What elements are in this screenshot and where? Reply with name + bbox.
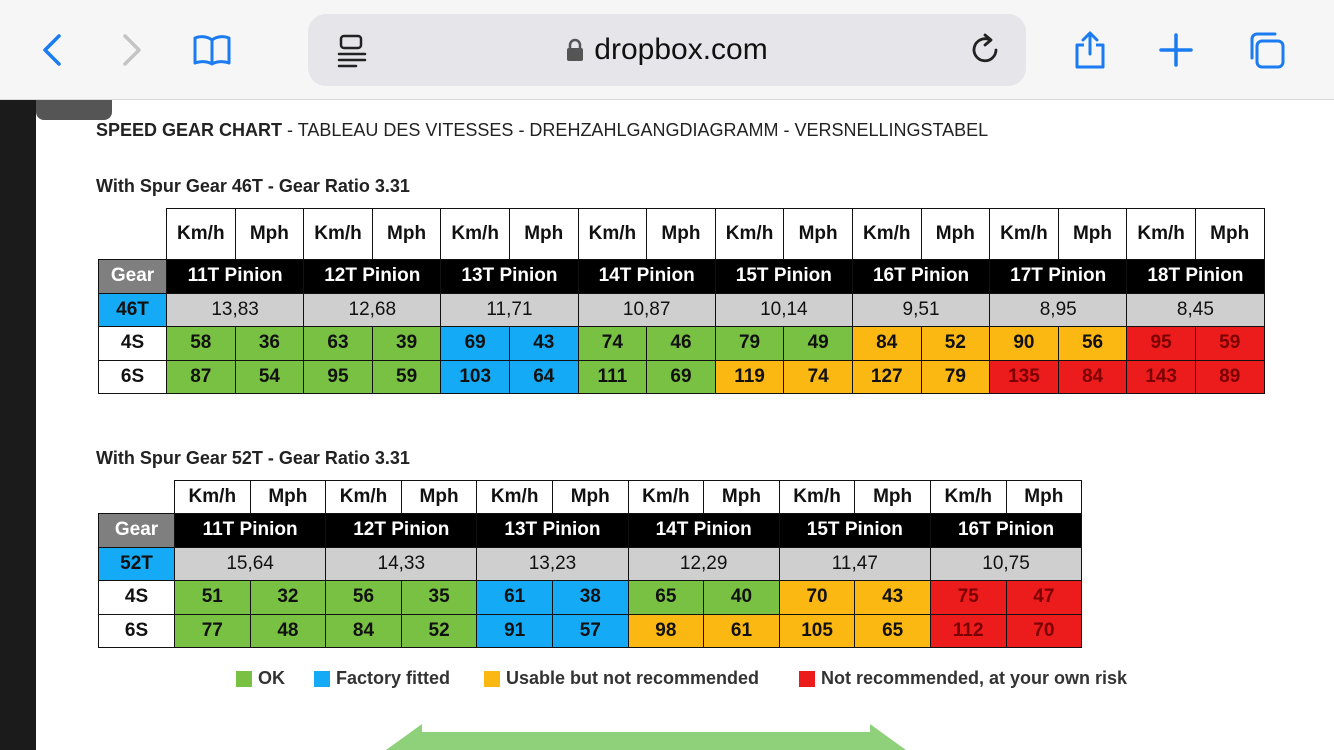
gear-label: Gear [99, 514, 175, 548]
pinion-header: 13T Pinion [477, 514, 628, 548]
speed-cell: 75 [930, 581, 1006, 615]
speed-cell: 90 [990, 327, 1059, 361]
speed-cell: 36 [235, 327, 304, 361]
pinion-header: 17T Pinion [990, 260, 1127, 294]
chart-heading [96, 120, 988, 141]
battery-row [99, 581, 1082, 615]
speed-cell: 112 [930, 614, 1006, 648]
corner-blank [99, 481, 175, 514]
ratio-row [99, 293, 1265, 327]
battery-label: 4S [99, 581, 175, 615]
unit-kmh: Km/h [779, 481, 855, 514]
document-page[interactable] [36, 100, 1334, 750]
viewer-sidebar-edge [0, 100, 36, 750]
speed-cell: 38 [552, 581, 628, 615]
battery-row [99, 614, 1082, 648]
units-row [99, 209, 1265, 260]
speed-cell: 84 [852, 327, 921, 361]
gear-label: Gear [99, 260, 167, 294]
legend-swatch [799, 671, 815, 687]
unit-kmh: Km/h [175, 481, 251, 514]
legend-label: Not recommended, at your own risk [821, 668, 1128, 688]
forward-icon[interactable] [106, 26, 154, 74]
speed-cell: 56 [326, 581, 402, 615]
speed-cell: 127 [852, 360, 921, 394]
corner-blank [99, 209, 167, 260]
spur-label: 52T [99, 547, 175, 581]
unit-mph: Mph [250, 481, 326, 514]
speed-cell: 69 [441, 327, 510, 361]
speed-cell: 103 [441, 360, 510, 394]
legend-swatch [314, 671, 330, 687]
speed-cell: 51 [175, 581, 251, 615]
speed-cell: 77 [175, 614, 251, 648]
pinion-header: 12T Pinion [326, 514, 477, 548]
pinion-header: 16T Pinion [930, 514, 1081, 548]
speed-cell: 35 [401, 581, 477, 615]
unit-mph: Mph [855, 481, 931, 514]
battery-label: 4S [99, 327, 167, 361]
pinion-header: 11T Pinion [167, 260, 304, 294]
spur-label: 46T [99, 293, 167, 327]
unit-kmh: Km/h [477, 481, 553, 514]
speed-cell: 57 [552, 614, 628, 648]
speed-cell: 47 [1006, 581, 1082, 615]
ratio-cell: 14,33 [326, 547, 477, 581]
speed-cell: 105 [779, 614, 855, 648]
speed-cell: 63 [304, 327, 373, 361]
ratio-cell: 12,29 [628, 547, 779, 581]
speed-cell: 79 [921, 360, 990, 394]
viewer-tab [36, 100, 112, 120]
speed-cell: 135 [990, 360, 1059, 394]
speed-cell: 111 [578, 360, 647, 394]
ratio-cell: 10,87 [578, 293, 715, 327]
speed-cell: 79 [715, 327, 784, 361]
pinion-header: 12T Pinion [304, 260, 441, 294]
speed-cell: 32 [250, 581, 326, 615]
url-text: dropbox.com [594, 33, 768, 66]
speed-cell: 46 [647, 327, 716, 361]
pinion-header: 14T Pinion [628, 514, 779, 548]
unit-kmh: Km/h [852, 209, 921, 260]
back-icon[interactable] [30, 26, 78, 74]
pinion-row [99, 514, 1082, 548]
ratio-cell: 9,51 [852, 293, 989, 327]
speed-cell: 52 [921, 327, 990, 361]
legend-swatch [236, 671, 252, 687]
unit-kmh: Km/h [167, 209, 236, 260]
speed-cell: 84 [326, 614, 402, 648]
legend-item [799, 668, 1127, 689]
new-tab-icon[interactable] [1152, 26, 1200, 74]
unit-kmh: Km/h [715, 209, 784, 260]
unit-mph: Mph [784, 209, 853, 260]
legend-label: Factory fitted [336, 668, 451, 688]
heading-bold: SPEED GEAR CHART [96, 120, 283, 140]
speed-table-46t [98, 208, 1265, 394]
unit-kmh: Km/h [990, 209, 1059, 260]
speed-cell: 65 [628, 581, 704, 615]
battery-row [99, 360, 1265, 394]
battery-row [99, 327, 1265, 361]
speed-cell: 87 [167, 360, 236, 394]
speed-cell: 61 [704, 614, 780, 648]
unit-kmh: Km/h [304, 209, 373, 260]
speed-cell: 95 [304, 360, 373, 394]
unit-mph: Mph [921, 209, 990, 260]
speed-cell: 54 [235, 360, 304, 394]
unit-mph: Mph [647, 209, 716, 260]
share-icon[interactable] [1066, 26, 1114, 74]
tabs-icon[interactable] [1242, 26, 1290, 74]
speed-cell: 74 [784, 360, 853, 394]
unit-mph: Mph [1058, 209, 1127, 260]
unit-mph: Mph [235, 209, 304, 260]
legend-item [314, 668, 450, 689]
unit-mph: Mph [372, 209, 441, 260]
table2-title: With Spur Gear 52T - Gear Ratio 3.31 [96, 448, 410, 468]
speed-cell: 84 [1058, 360, 1127, 394]
unit-mph: Mph [509, 209, 578, 260]
speed-cell: 40 [704, 581, 780, 615]
speed-cell: 39 [372, 327, 441, 361]
legend-label: OK [258, 668, 285, 688]
speed-cell: 119 [715, 360, 784, 394]
pinion-header: 15T Pinion [715, 260, 852, 294]
unit-mph: Mph [1006, 481, 1082, 514]
speed-cell: 74 [578, 327, 647, 361]
ratio-cell: 10,75 [930, 547, 1081, 581]
battery-label: 6S [99, 360, 167, 394]
units-row [99, 481, 1082, 514]
legend-item [484, 668, 759, 689]
unit-kmh: Km/h [628, 481, 704, 514]
legend-label: Usable but not recommended [506, 668, 760, 688]
pinion-header: 13T Pinion [441, 260, 578, 294]
speed-cell: 70 [1006, 614, 1082, 648]
speed-cell: 65 [855, 614, 931, 648]
speed-cell: 70 [779, 581, 855, 615]
speed-table-52t [98, 480, 1082, 648]
unit-kmh: Km/h [930, 481, 1006, 514]
speed-cell: 98 [628, 614, 704, 648]
heading-rest: - TABLEAU DES VITESSES - DREHZAHLGANGDIAGRAMM - VERSNELLINGSTABEL [282, 120, 989, 140]
ratio-cell: 11,47 [779, 547, 930, 581]
speed-cell: 59 [372, 360, 441, 394]
arrow-graphic [386, 724, 906, 750]
url-display [308, 14, 1026, 86]
speed-cell: 95 [1127, 327, 1196, 361]
pinion-header: 15T Pinion [779, 514, 930, 548]
speed-cell: 43 [509, 327, 578, 361]
unit-mph: Mph [1195, 209, 1264, 260]
lock-icon [566, 38, 584, 62]
speed-cell: 49 [784, 327, 853, 361]
unit-kmh: Km/h [326, 481, 402, 514]
pinion-header: 11T Pinion [175, 514, 326, 548]
table1-title: With Spur Gear 46T - Gear Ratio 3.31 [96, 176, 410, 196]
ratio-cell: 12,68 [304, 293, 441, 327]
speed-cell: 56 [1058, 327, 1127, 361]
pinion-header: 14T Pinion [578, 260, 715, 294]
speed-cell: 91 [477, 614, 553, 648]
speed-cell: 43 [855, 581, 931, 615]
speed-cell: 64 [509, 360, 578, 394]
unit-kmh: Km/h [1127, 209, 1196, 260]
battery-label: 6S [99, 614, 175, 648]
browser-toolbar [0, 0, 1334, 100]
ratio-cell: 13,83 [167, 293, 304, 327]
ratio-cell: 13,23 [477, 547, 628, 581]
ratio-cell: 15,64 [175, 547, 326, 581]
pinion-header: 16T Pinion [852, 260, 989, 294]
unit-kmh: Km/h [441, 209, 510, 260]
ratio-cell: 8,45 [1127, 293, 1264, 327]
pinion-header: 18T Pinion [1127, 260, 1264, 294]
speed-cell: 89 [1195, 360, 1264, 394]
bookmarks-icon[interactable] [188, 26, 236, 74]
unit-mph: Mph [704, 481, 780, 514]
unit-kmh: Km/h [578, 209, 647, 260]
ratio-cell: 10,14 [715, 293, 852, 327]
unit-mph: Mph [401, 481, 477, 514]
address-bar[interactable] [308, 14, 1026, 86]
legend-swatch [484, 671, 500, 687]
pinion-row [99, 260, 1265, 294]
speed-cell: 69 [647, 360, 716, 394]
legend-item [236, 668, 285, 689]
speed-cell: 143 [1127, 360, 1196, 394]
ratio-cell: 11,71 [441, 293, 578, 327]
speed-cell: 61 [477, 581, 553, 615]
unit-mph: Mph [552, 481, 628, 514]
ratio-row [99, 547, 1082, 581]
speed-cell: 48 [250, 614, 326, 648]
speed-cell: 52 [401, 614, 477, 648]
speed-cell: 58 [167, 327, 236, 361]
reload-icon[interactable] [968, 32, 1004, 68]
ratio-cell: 8,95 [990, 293, 1127, 327]
speed-cell: 59 [1195, 327, 1264, 361]
